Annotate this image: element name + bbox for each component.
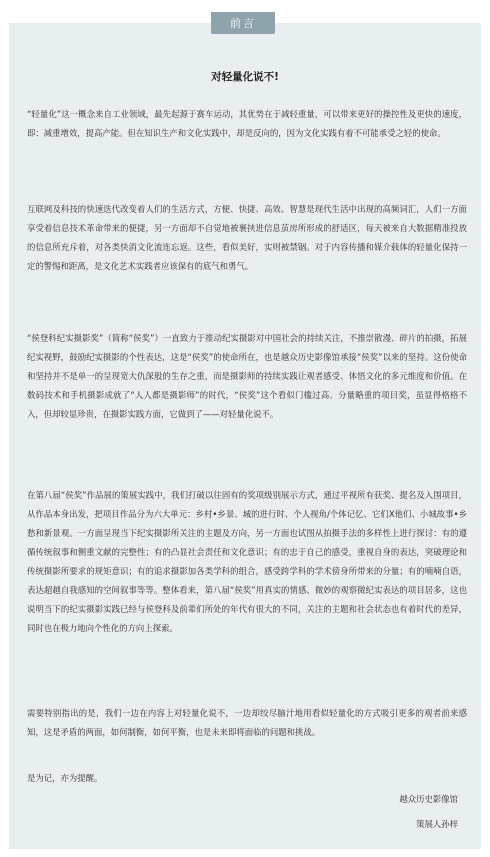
paragraph-internet: 互联网及科技的快速迭代改变着人们的生活方式，方便、快捷、高效、智慧是现代生活中出现的高频词汇，人们一方面享受着信息技术革命带来的便捷，另一方面却不自觉地被裹挟进信息茧房所形成的舒适区，每天被来自大数据精准投放的信息所充斥着，对各类快消文化流连忘返。这些，看似美好，实则被禁锢。对于内容传播和媒介载体的轻量化保持一定的警惕和距离，是文化艺术实践者应该保有的底气和勇气。	[27, 204, 467, 271]
signature-organization: 越众历史影像馆	[399, 794, 458, 804]
paragraph-closing: 是为记，亦为提醒。	[27, 773, 103, 783]
paragraph-challenge: 需要特别指出的是，我们一边在内容上对轻量化说不，一边却绞尽脑汁地用看似轻量化的方式吸引更多的观者前来感知，这是矛盾的两面，如何制衡，如何平衡，也是未来即将面临的问题和挑战。	[27, 708, 467, 737]
paragraph-hou-award: “侯登科纪实摄影奖”（简称“侯奖”）一直致力于推动纪实摄影对中国社会的持续关注，不推崇散漫、碎片的拍摄，拓展纪实视野，鼓励纪实摄影的个性表达，这是“侯奖”的使命所在，也是越众历史影像馆承接“侯奖”以来的坚持。这份使命和坚持并不是单一的呈现宽大仇深般的生存之重，而是摄影师的持续实践让观者感受、体悟文化的多元维度和价值。在数码技术和手机摄影成就了“人人都是摄影师”的时代，“侯奖”这个看似门槛过高、分量略重的项目奖，虽显得格格不入，但却较显珍贵，在摄影实践方面，它做到了——对轻量化说不。	[27, 333, 467, 419]
article-title: 对轻量化说不!	[211, 71, 279, 83]
paragraph-intro: “轻量化”这一概念来自工业领域，最先起源于赛车运动，其优势在于减轻重量，可以带来更好的操控性及更快的速度，即：减重增效，提高产能。但在知识生产和文化实践中，却是反向的，因为文化实践有着不可能承受之轻的使命。	[27, 109, 467, 138]
signature-curator: 策展人孙梓	[416, 819, 458, 829]
preface-header-tab: 前言	[211, 12, 275, 34]
paragraph-exhibition: 在第八届“侯奖”作品展的策展实践中，我们打破以往固有的奖项级别展示方式，通过平视所有获奖、提名及入围项目，从作品本身出发，把项目作品分为六大单元：乡村•乡景、城的进行时、个人视角/个体记忆、它们X他们、小城故事•乡愁和新景观。一方面呈现当下纪实摄影所关注的主题及方向，另一方面也试图从拍摄手法的多样性上进行探讨：有的遵循传统叙事和侧重文献的完整性；有的凸显社会责任和文化意识；有的忠于自己的感受，重视自身的表达，突破理论和传统摄影所要求的规矩意识；有的追求摄影加各类学科的组合，感受跨学科的学术傍身所带来的分量；有的喃喃自语，表达超越自我感知的空间叙事等等。整体看来，第八届“侯奖”用真实的情感、微妙的观察微纪实表达的项目居多，这也说明当下的纪实摄影实践已经与侯登科及前辈们所处的年代有很大的不同，关注的主题和社会状态也有着时代的差异，同时也在极力地向个性化的方向上探索。	[27, 490, 467, 633]
